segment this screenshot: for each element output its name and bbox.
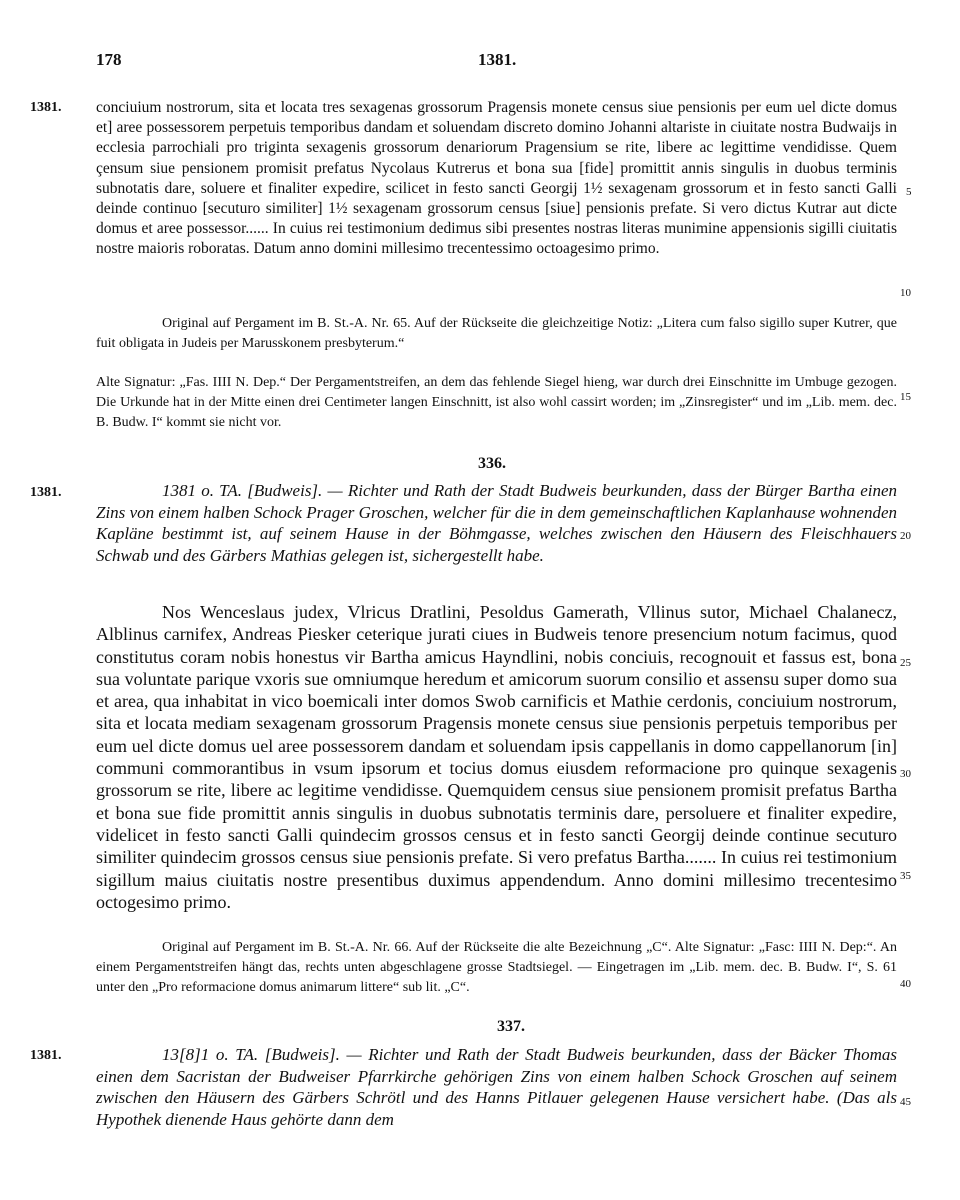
line-number: 45 (900, 1096, 911, 1108)
charter-number: 337. (497, 1018, 525, 1035)
line-number: 35 (900, 870, 911, 882)
regest-336 (96, 480, 897, 566)
charter-date: 1381 o. TA. [Budweis]. (162, 481, 323, 500)
charter-date: 13[8]1 o. TA. [Budweis]. (162, 1045, 340, 1064)
edition-note: Original auf Pergament im B. St.-A. Nr. 65. Auf der Rückseite die gleichzeitige Notiz: „Litera cum falso sigillo super Kutrer, que fuit obligata in Judeis per Marusskonem presbyterum.“ (96, 316, 897, 351)
margin-year: 1381. (30, 1048, 62, 1063)
charter-text-top: conciuium nostrorum, sita et locata tres sexagenas grossorum Pragensis monete census siue pensionis per eum uel dicte domus et] aree possessorem perpetuis temporibus dandam et soluendam discreto domino Johanni altariste in ciuitate nostra Budwaijs in ecclesia parrochiali pro triginta sexagenis grossorum denariorum Pragensium se rite, libere ac legittime vendidisse. Quem çensum siue pensionem promisit prefatus Nycolaus Kutrerus et bona sua [fide] promittit annis singulis in duobus terminis subnotatis dare, soluere et finaliter expedire, scilicet in festo sancti Georgij 1½ sexagenam grossorum et in festo sancti Galli deinde continuo [secuturo similiter] 1½ sexagenam grossorum census [siue] pensionis prefate. Si vero dictus Kutrar aut dicte domus et aree possessor...... In cuius rei testimonium dedimus sibi presentes nostras literas munimine appensionis sigilli ciuitatis nostre maioris roboratas. Datum anno domini millesimo trecentessimo octoagesimo primo. (96, 99, 897, 258)
running-head-year: 1381. (478, 50, 517, 69)
page-number: 178 (96, 50, 122, 69)
line-number: 5 (906, 186, 912, 198)
line-number: 10 (900, 287, 911, 299)
edition-note-336: Original auf Pergament im B. St.-A. Nr. 66. Auf der Rückseite die alte Bezeichnung „C“. Alte Signatur: „Fasc: IIII N. Dep:“. An einem Pergamentstreifen hängt das, rechts unten abgeschlagene grosse Stadtsiegel. — Eingetragen im „Lib. mem. dec. B. Budw. I“, S. 61 unter den „Pro reformacione domus animarum littere“ sub lit. „C“. (96, 940, 897, 995)
edition-note-signature: Alte Signatur: „Fas. IIII N. Dep.“ Der Pergamentstreifen, an dem das fehlende Siegel hieng, war durch drei Einschnitte im Umbuge gezogen. Die Urkunde hat in der Mitte einen drei Centimeter langen Einschnitt, ist also wohl cassirt worden; im „Zinsregister“ und im „Lib. mem. dec. B. Budw. I“ kommt sie nicht vor. (96, 375, 897, 430)
regest-337 (96, 1044, 897, 1130)
line-number: 15 (900, 391, 911, 403)
regest-text: — Richter und Rath der Stadt Budweis beurkunden, dass der Bürger Bartha einen Zins von einem halben Schock Prager Groschen, welcher für die in dem gemeinschaftlichen Kaplanhause wohnenden Kapläne bestimmt ist, auf seinem Hause in der Böhmgasse, welches zwischen den Häusern des Fleischhauers Schwab und des Gärbers Mathias gelegen ist, sichergestellt habe. (96, 481, 898, 565)
regest-text: — Richter und Rath der Stadt Budweis beurkunden, dass der Bäcker Thomas einen dem Sacristan der Budweiser Pfarrkirche gehörigen Zins von einem halben Schock Groschen auf seinem zwischen den Häusern des Gärbers Schrötl und des Hanns Pitlauer gelegenen Hause versichert habe. (Das als Hypothek dienende Haus gehörte dann dem (96, 1045, 898, 1129)
line-number: 40 (900, 978, 911, 990)
charter-text-336: Nos Wenceslaus judex, Vlricus Dratlini, Pesoldus Gamerath, Vllinus sutor, Michael Chalanecz, Alblinus carnifex, Andreas Piesker ceterique jurati ciues in Budweis tenore presencium notum facimus, quod constitutus coram nobis honestus vir Bartha amicus Hayndlini, nobis conciuis, recognouit et fassus est, bona sua voluntate parique vxoris sue omniumque heredum et amicorum suorum consilio et assensu super domo sua et area, qua inhabitat in vico boemicali inter domos Swob carnificis et Mathie cerdonis, conciuium nostrorum, sita et locata mediam sexagenam grossorum Pragensis monete census siue pensionis perpetuis temporibus per eum uel dicte domus uel aree possessorem dandam et soluendam ipsis cappellanis in domo cappellanorum [in] communi commorantibus in vsum ipsorum et tocius domus eiusdem reformacione pro quinque sexagenis grossorum se rite, libere ac legitime vendidisse. Quemquidem census siue pensionem promisit prefatus Bartha et bona sue fide promittit annis singulis in duobus subnotatis terminis dare, persoluere et finaliter expedire, videlicet in festo sancti Galli quindecim grossos census et in festo sancti Georgij deinde continue secuturo similiter quindecim grossos census siue pensionis prefate. Si vero prefatus Bartha....... In cuius rei testimonium sigillum maius ciuitatis nostre presentibus duximus appendendum. Anno domini millesimo trecentesimo octogesimo primo. (96, 602, 897, 912)
margin-year: 1381. (30, 485, 62, 500)
line-number: 30 (900, 768, 911, 780)
line-number: 20 (900, 530, 911, 542)
line-number: 25 (900, 657, 911, 669)
margin-year: 1381. (30, 100, 62, 115)
charter-number: 336. (478, 455, 506, 472)
